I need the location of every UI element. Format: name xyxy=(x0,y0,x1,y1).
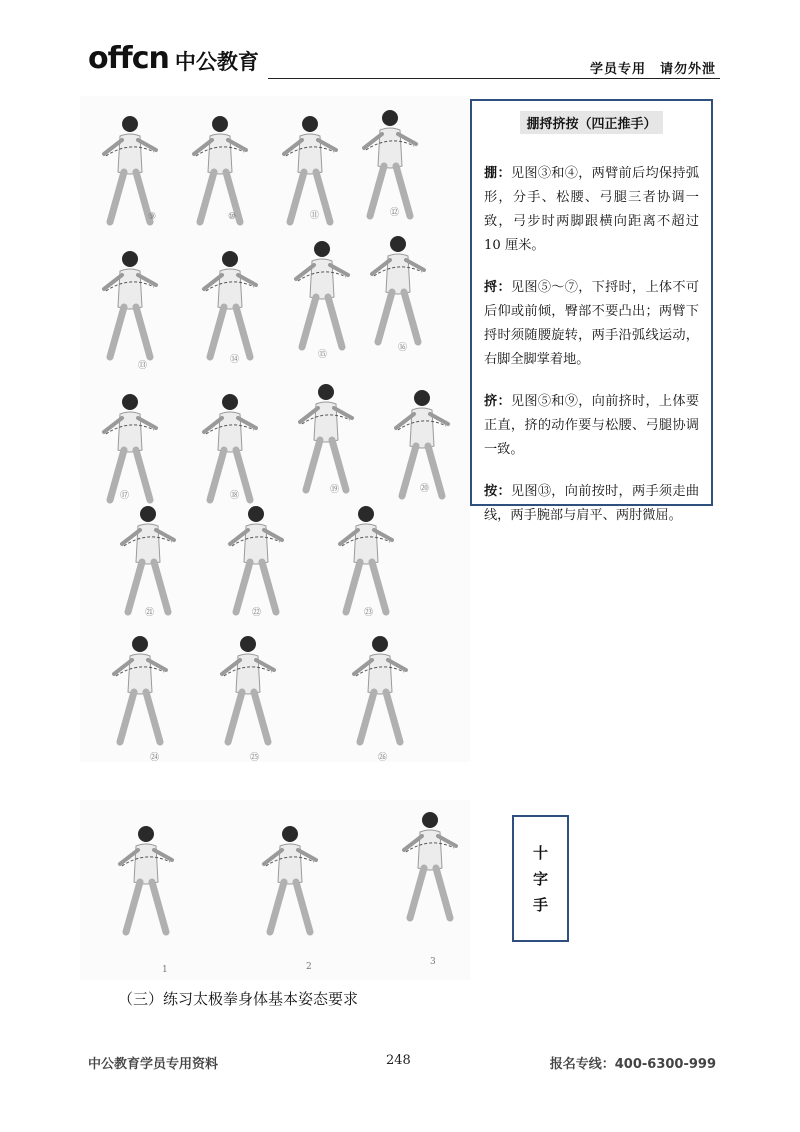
taichi-figure-image xyxy=(368,230,428,350)
info-peng xyxy=(484,162,699,258)
logo-chinese-text: 中公教育 xyxy=(174,49,259,74)
taichi-figure-image xyxy=(292,235,352,355)
figure-number: ⑩ xyxy=(228,212,237,222)
term-label: 捋： xyxy=(484,280,511,295)
page-number: 248 xyxy=(386,1053,411,1068)
cross-hands-char: 字 xyxy=(532,869,548,888)
cross-hands-char: 手 xyxy=(532,895,548,914)
figure-number: ⑫ xyxy=(390,208,400,218)
figure-number: ㉕ xyxy=(250,753,260,763)
taichi-figure-image xyxy=(200,245,260,365)
term-label: 掤： xyxy=(484,166,511,181)
figure-number: 2 xyxy=(306,962,312,972)
logo-latin-text: offcn xyxy=(88,41,169,76)
term-label: 按： xyxy=(484,484,511,499)
footer-left-text: 中公教育学员专用资料 xyxy=(88,1057,219,1072)
figure-number: ⑱ xyxy=(230,491,240,501)
section-heading: （三）练习太极拳身体基本姿态要求 xyxy=(118,990,359,1008)
taichi-figure-image xyxy=(100,388,160,508)
header-divider xyxy=(268,78,720,79)
taichi-figure-image xyxy=(296,378,356,498)
figure-number: ⑮ xyxy=(318,350,328,360)
info-box-title: 掤捋挤按（四正推手） xyxy=(520,111,662,134)
figure-number: ㉔ xyxy=(150,753,160,763)
term-label: 挤： xyxy=(484,394,511,409)
taichi-figure-image xyxy=(190,110,250,230)
figure-number: ⑭ xyxy=(230,355,240,365)
taichi-figure-image xyxy=(218,630,278,750)
taichi-figure-image xyxy=(350,630,410,750)
term-text: 见图③和④，两臂前后均保持弧形，分手、松腰、弓腿三者协调一致，弓步时两脚跟横向距离不超过 10 厘米。 xyxy=(484,166,700,253)
term-text: 见图⑬，向前按时，两手须走曲线，两手腕部与肩平、两肘微屈。 xyxy=(484,484,700,523)
figure-number: ⑲ xyxy=(330,485,340,495)
footer-hotline: 报名专线：400-6300-999 xyxy=(549,1057,716,1072)
figure-number: ⑪ xyxy=(310,211,320,221)
taichi-figure-image xyxy=(336,500,396,620)
figure-number: ⑳ xyxy=(420,484,430,494)
cross-hands-char: 十 xyxy=(532,843,548,862)
taichi-figure-image xyxy=(260,820,320,940)
taichi-figure-image xyxy=(110,630,170,750)
term-text: 见图⑤和⑨，向前挤时，上体要正直，挤的动作要与松腰、弓腿协调一致。 xyxy=(484,394,700,457)
taichi-figure-image xyxy=(116,820,176,940)
header-tag: 学员专用 请勿外泄 xyxy=(589,62,716,77)
term-text: 见图⑤～⑦，下捋时，上体不可后仰或前倾，臀部不要凸出；两臂下捋时须随腰旋转，两手沿弧线运动，右脚全脚掌着地。 xyxy=(484,280,700,367)
cross-hands-box xyxy=(512,815,569,942)
offcn-logo xyxy=(88,41,259,76)
figure-number: ⑨ xyxy=(148,212,157,222)
figure-number: ⑯ xyxy=(398,343,408,353)
figure-number: 3 xyxy=(430,957,436,967)
figure-number: 1 xyxy=(162,965,168,975)
figure-number: ㉖ xyxy=(378,753,388,763)
info-an xyxy=(484,480,699,528)
info-ji xyxy=(484,390,699,462)
taichi-figure-image xyxy=(100,245,160,365)
taichi-figure-image xyxy=(400,806,460,926)
figure-number: ⑬ xyxy=(138,361,148,371)
figure-number: ㉒ xyxy=(252,608,262,618)
figure-number: ⑰ xyxy=(120,491,130,501)
taichi-figure-image xyxy=(118,500,178,620)
info-lu xyxy=(484,276,699,372)
figure-number: ㉓ xyxy=(364,608,374,618)
figure-number: ㉑ xyxy=(145,608,155,618)
taichi-figure-image xyxy=(226,500,286,620)
push-hands-info-box xyxy=(470,99,713,523)
